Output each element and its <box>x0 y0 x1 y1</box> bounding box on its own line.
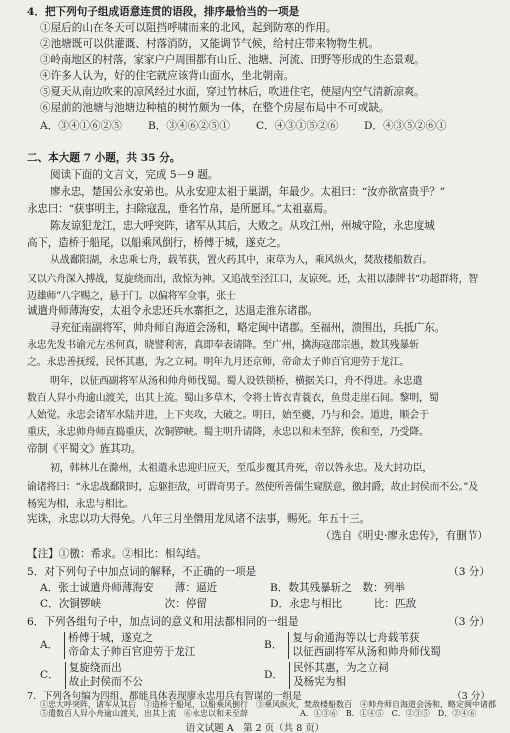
q4-option-d[interactable]: D．④③⑤②⑥① <box>364 120 447 132</box>
q7-option-c[interactable]: C．②③⑤ <box>391 709 430 718</box>
passage-line-13: 人始觉。永忠会诸军水陆并进，上下夹攻，大破之。明日，始至夔，乃与和会。道进，顺会于 <box>27 410 429 421</box>
q5-option-b[interactable]: B．数其残暴斩之 数：列举 <box>270 582 405 594</box>
q7-item-4: ④帅舟师自海道会汤和，略定闽中诸郡 <box>360 700 496 709</box>
passage-line-4: 高下，造桥于船尾，以船乘风倒行，桥傅于城，遂克之。 <box>27 237 287 249</box>
q6-option-b[interactable]: B． 复与俞通海等以七舟载苇获 以征西副将军从汤和帅舟师伐蜀 <box>264 632 447 659</box>
passage-intro: 阅读下面的文言文，完成 5－9 题。 <box>50 169 219 181</box>
q7-item-3: ③乘风纵火，焚敌楼船数百 <box>256 700 352 709</box>
q7-item-6: ⑥永忠以和未至辞 <box>184 709 248 718</box>
q6-option-a[interactable]: A． 桥傅于城，遂克之 帝命太子帅百官迎劳于龙江 <box>40 632 201 659</box>
q6-option-c[interactable]: C． 复旋绕而出 故止封侯而不公 <box>40 662 149 689</box>
q7-option-b[interactable]: B．①④⑤ <box>345 709 384 718</box>
q7-item-5: ⑤遣数百人舁小舟逾山渡关，出其上流 <box>40 709 176 718</box>
passage-line-8: 寻充征南副将军，帅舟师自海道会汤和，略定闽中诸郡。至福州，溃围出，兵抵广东。 <box>50 322 445 334</box>
passage-line-1: 廖永忠，楚国公永安弟也。从永安迎太祖于巢湖，年最少。太祖曰：“汝亦欲富贵乎？” <box>50 186 445 198</box>
q7-option-a[interactable]: A．①③⑥ <box>300 709 338 718</box>
q4-stem: 4．把下列句子组成语意连贯的语段，排序最恰当的一项是 <box>27 6 300 18</box>
q4-sentence-2: ②池塘既可以供灌溉、村落消防，又能调节气候，给村庄带来物物生机。 <box>40 38 379 50</box>
passage-line-17: 谕诸将曰：“永忠战鄱阳时，忘躯拒敌，可谓奇男子。然使所善儒生窥朕意，徼封爵，故止封侯而不公。”及杨宪为相，永忠与相比。 <box>27 482 478 510</box>
q5-stem: 5．对下列句子中加点词的解释，不正确的一项是 <box>27 566 257 578</box>
passage-line-9: 永忠先发书谕元左丞何真，晓譬利害，真即奉表请降。至广州，擒海寇邵宗愚，数其残暴斩 <box>27 340 419 351</box>
passage-line-10: 之。永忠善抚绥，民怀其惠，为之立祠。明年九月还京师，帝命太子帅百官迎劳于龙江。 <box>27 357 410 368</box>
q7-score: （3 分） <box>452 691 490 702</box>
q7-item-1: ①忠大呼突阵，诸军从其后 <box>40 700 136 709</box>
passage-line-6: 又以六舟深入搏战，复旋绕而出，敌惊为神。又追战至泾江口，友谅死。还，太祖以漆牌书“功超群将，智迈雄师”八字赐之，悬于门。以偏将军佥事，张士 <box>27 274 479 302</box>
passage-line-16: 初，韩林儿在滁州，太祖遣永忠迎归应天，至瓜步覆其舟死，帝以咎永忠。及大封功臣， <box>50 463 433 474</box>
passage-line-14: 重庆，永忠帅舟师直捣重庆，次铜锣峡。蜀主明升请降，永忠以和未至辞，俟和至，乃受降。 <box>27 427 429 438</box>
q4-sentence-1: ①屋后的山在冬天可以阻挡呼啸而来的北风，起到防寒的作用。 <box>40 22 337 34</box>
passage-line-12: 数百人舁小舟逾山渡关，出其上流。蜀山多草木，令将士皆衣青蓑衣，鱼贯走崖石间。黎明，蜀 <box>27 393 439 404</box>
passage-source: （选自《明史·廖永忠传》，有删节） <box>320 530 488 542</box>
q7-item-2: ②造桥于船尾，以船乘风倒行 <box>144 700 248 709</box>
q4-option-a[interactable]: A．③④①⑥②⑤ <box>40 120 122 132</box>
q4-sentence-5: ⑤夏天从南边吹来的凉风经过水面，穿过竹林后，吹进住宅，使屋内空气清新凉爽。 <box>40 86 425 98</box>
q4-sentence-4: ④许多人认为，好的住宅就应该背山面水，坐北朝南。 <box>40 70 295 82</box>
passage-line-7: 诚遣舟师薄海安，太祖令永忠还兵水寨拒之，达退走淮东诸郡。 <box>27 305 319 317</box>
q6-stem: 6．下列各组句子中，加点词的意义和用法都相同的一组是 <box>27 616 299 628</box>
q7-stem: 7．下列各句编为四组，都能具体表现廖永忠用兵有智谋的一组是 <box>27 691 302 702</box>
q5-option-a[interactable]: A．张士诚遣舟师薄海安 薄：逼近 <box>40 582 218 594</box>
passage-line-3: 陈友谅犯龙江，忠大呼突阵，诸军从其后，大败之。从攻江州，州城守险，永忠度城 <box>50 220 435 232</box>
passage-line-11: 明年，以征西副将军从汤和帅舟师伐蜀。蜀人设铁锁桥，横据关口，舟不得进。永忠遣 <box>50 376 423 387</box>
q5-option-c[interactable]: C．次铜锣峡 次：停留 <box>40 598 208 610</box>
q4-sentence-3: ③岭南地区的村落，家家户户周围都有山丘、池塘、河流、田野等形成的生态景观。 <box>40 54 425 66</box>
q6-option-d[interactable]: D． 民怀其惠，为之立祠 及杨宪为相 <box>264 662 394 689</box>
q7-items-2 <box>40 709 248 719</box>
q7-option-d[interactable]: D．②④⑥ <box>437 709 477 718</box>
q4-option-c[interactable]: C．④③①⑤②⑥ <box>256 120 339 132</box>
section-heading: 二、本大题 7 小题，共 35 分。 <box>27 152 181 164</box>
q5-option-d[interactable]: D．永忠与相比 比：匹敌 <box>270 598 417 610</box>
passage-line-15: 帝制《平蜀文》旌其功。 <box>27 443 142 455</box>
q5-score: （3 分） <box>448 566 490 578</box>
passage-line-5: 从战鄱阳湖，永忠乘七舟，载苇获，置火药其中，束草为人，乘风纵火，焚敌楼船数百。 <box>50 255 433 266</box>
q6-score: （3 分） <box>448 616 490 628</box>
passage-line-2: 永忠曰：“获事明主，扫除寇乱，垂名竹帛，是所愿耳。”太祖嘉焉。 <box>27 203 334 215</box>
passage-note: 【注】①徼：希求。②相比：相勾结。 <box>27 548 208 560</box>
q4-sentence-6: ⑥屋前的池塘与池塘边种植的树竹颇为一体，在整个房屋布局中不可或缺。 <box>40 102 390 114</box>
q7-options <box>300 709 476 719</box>
q4-option-b[interactable]: B．③④⑥②⑤① <box>148 120 230 132</box>
passage-line-18: 宪诛，永忠以功大得免。八年三月坐僭用龙凤诸不法事，赐死。年五十三。 <box>27 513 370 525</box>
page-footer: 语文试题 A 第 2 页（共 8 页） <box>185 723 325 733</box>
